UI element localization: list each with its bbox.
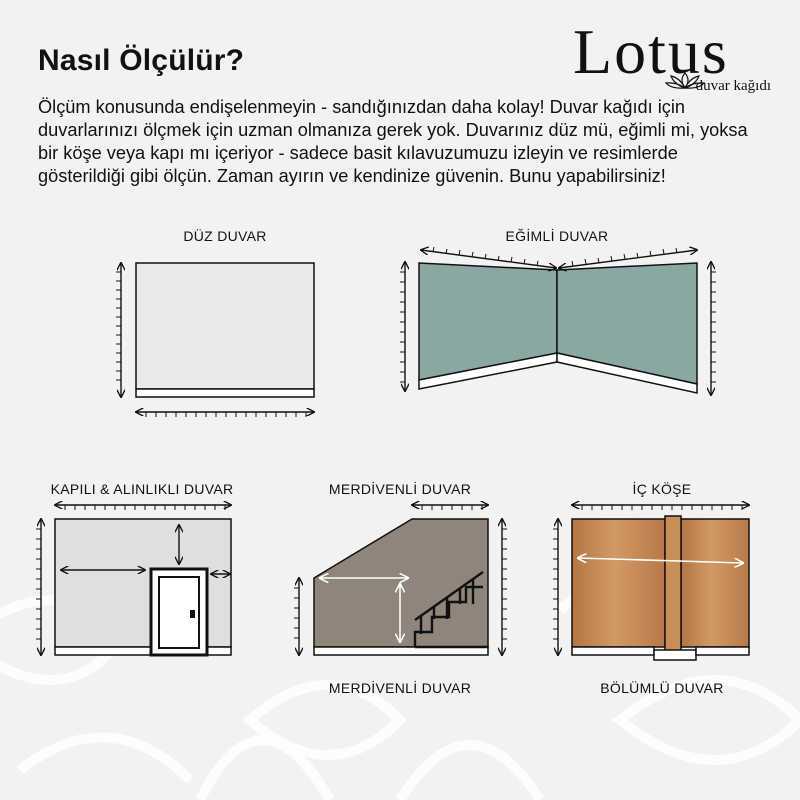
intro-paragraph: Ölçüm konusunda endişelenmeyin - sandığınızdan daha kolay! Duvar kağıdı için duvarlarınızı ölçmek için uzman olmanıza gerek yok. Duvarınız düz mü, eğimli mi, yoksa bir köşe veya kapı mı içeriyor - sadece basit kılavuzumuzu izleyin ve resimlerde gösterildiği gibi ölçün. Zaman ayırın ve kendinize güvenin. Bunu yapabilirsiniz! <box>38 97 748 186</box>
label-stairs-wall-top: MERDİVENLİ DUVAR <box>328 481 472 497</box>
label-sectioned-wall: BÖLÜMLÜ DUVAR <box>600 680 724 696</box>
flat-wall-diagram <box>116 263 314 417</box>
door-wall-diagram <box>36 505 231 655</box>
sectioned-wall-diagram <box>553 505 749 660</box>
stairs-wall-diagram <box>294 505 507 655</box>
logo-subtitle: duvar kağıdı <box>695 78 771 94</box>
page-title: Nasıl Ölçülür? <box>38 44 245 77</box>
label-sloped-wall: EĞİMLİ DUVAR <box>505 228 609 244</box>
door-icon <box>151 569 207 655</box>
label-flat-wall: DÜZ DUVAR <box>183 228 267 244</box>
label-door-wall: KAPILI & ALINLIKLI DUVAR <box>50 481 234 497</box>
label-stairs-wall-bottom: MERDİVENLİ DUVAR <box>328 680 472 696</box>
sloped-wall-diagram <box>400 247 716 395</box>
label-inner-corner: İÇ KÖŞE <box>632 481 692 497</box>
logo-wordmark: Lotus <box>573 16 729 87</box>
